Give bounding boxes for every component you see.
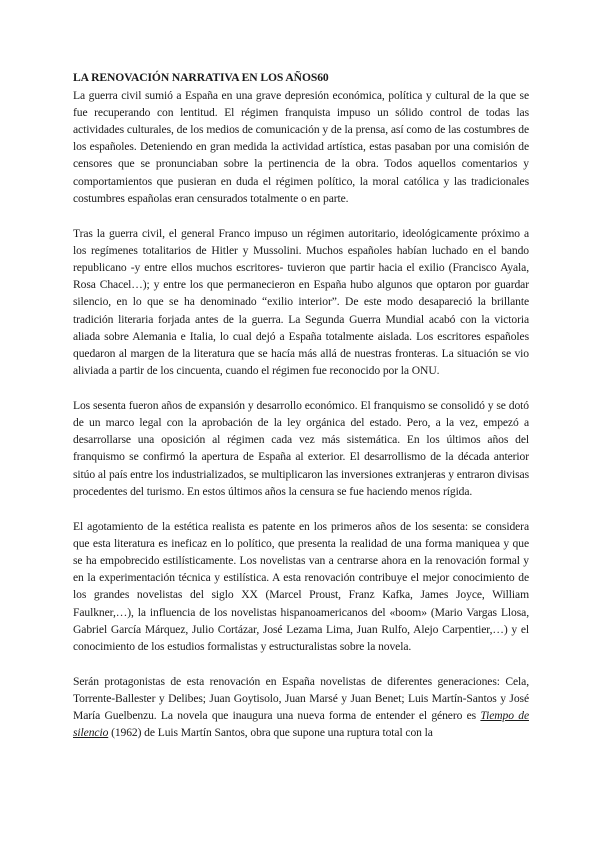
document-title: LA RENOVACIÓN NARRATIVA EN LOS AÑOS60 — [73, 71, 329, 84]
paragraph-renewal-novelists — [73, 673, 529, 742]
paragraph-realism-exhaustion: El agotamiento de la estética realista es patente en los primeros años de los sesenta: se considera que esta literatura es ineficaz en lo político, que presenta la realidad de una forma maniquea y que se ha empobrecido estilísticamente. Los novelistas van a centrarse ahora en la renovación formal y en la experimentación técnica y estilística. A esta renovación contribuye el mejor conocimiento de los grandes novelistas del siglo XX (Marcel Proust, Franz Kafka, James Joyce, William Faulkner,…), la influencia de los novelistas hispanoamericanos del «boom» (Mario Vargas Llosa, Gabriel García Márquez, Julio Cortázar, José Lezama Lima, Juan Rulfo, Alejo Carpentier,…) y el conocimiento de los estudios formalistas y estructuralistas sobre la novela. — [73, 519, 529, 653]
paragraph-text-after: (1962) de Luis Martín Santos, obra que supone una ruptura total con la — [108, 726, 433, 740]
paragraph-postwar-censorship: La guerra civil sumió a España en una grave depresión económica, política y cultural de la que se fue recuperando con lentitud. El régimen franquista impuso un sólido control de todas las actividades culturales, de los medios de comunicación y de la prensa, así como de las costumbres de los españoles. Deteniendo en gran medida la actividad artística, estas pasaban por una comisión de censores que se pronunciaban sobre la pertinencia de la obra. Todos aquellos comentarios y comportamientos que pusieran en duda el régimen político, la moral católica y las tradicionales costumbres españolas eran censurados totalmente o en parte. — [73, 88, 529, 205]
document-page — [73, 70, 529, 742]
paragraph-franco-regime: Tras la guerra civil, el general Franco impuso un régimen autoritario, ideológicamente próximo a los regímenes totalitarios de Hitler y Mussolini. Muchos españoles habían luchado en el bando republicano -y entre ellos muchos escritores- tuvieron que partir hacia el exilio (Francisco Ayala, Rosa Chacel…); y entre los que permanecieron en España hubo algunos que optaron por guardar silencio, en lo que se ha denominado “exilio interior”. De este modo desapareció la brillante tradición literaria forjada antes de la guerra. La Segunda Guerra Mundial acabó con la victoria aliada sobre Alemania e Italia, lo cual dejó a España totalmente aislada. Los escritores españoles quedaron al margen de la literatura que se hacía más allá de nuestras fronteras. La situación se vio aliviada a partir de los cincuenta, cuando el régimen fue reconocido por la ONU. — [73, 226, 529, 378]
book-title-tiempo-de-silencio: Tiempo de silencio — [73, 709, 529, 740]
paragraph-sixties-economy: Los sesenta fueron años de expansión y desarrollo económico. El franquismo se consolidó y se dotó de un marco legal con la aprobación de la ley orgánica del estado. Pero, a la vez, empezó a desarrollarse una oposición al régimen cada vez más sistemática. En los últimos años del franquismo se confirmó la apertura de España al exterior. El desarrollismo de la década anterior sitúo al país entre los industrializados, se multiplicaron las inversiones extranjeras y entraron divisas procedentes del turismo. En estos últimos años la censura se fue haciendo menos rígida. — [73, 398, 529, 498]
paragraph-text-before: Serán protagonistas de esta renovación en España novelistas de diferentes generaciones: Cela, Torrente-Ballester y Delibes; Juan Goytisolo, Juan Marsé y Juan Benet; Luis Martín-Santos y José María Guelbenzu. La novela que inaugura una nueva forma de entender el género es — [73, 674, 529, 723]
